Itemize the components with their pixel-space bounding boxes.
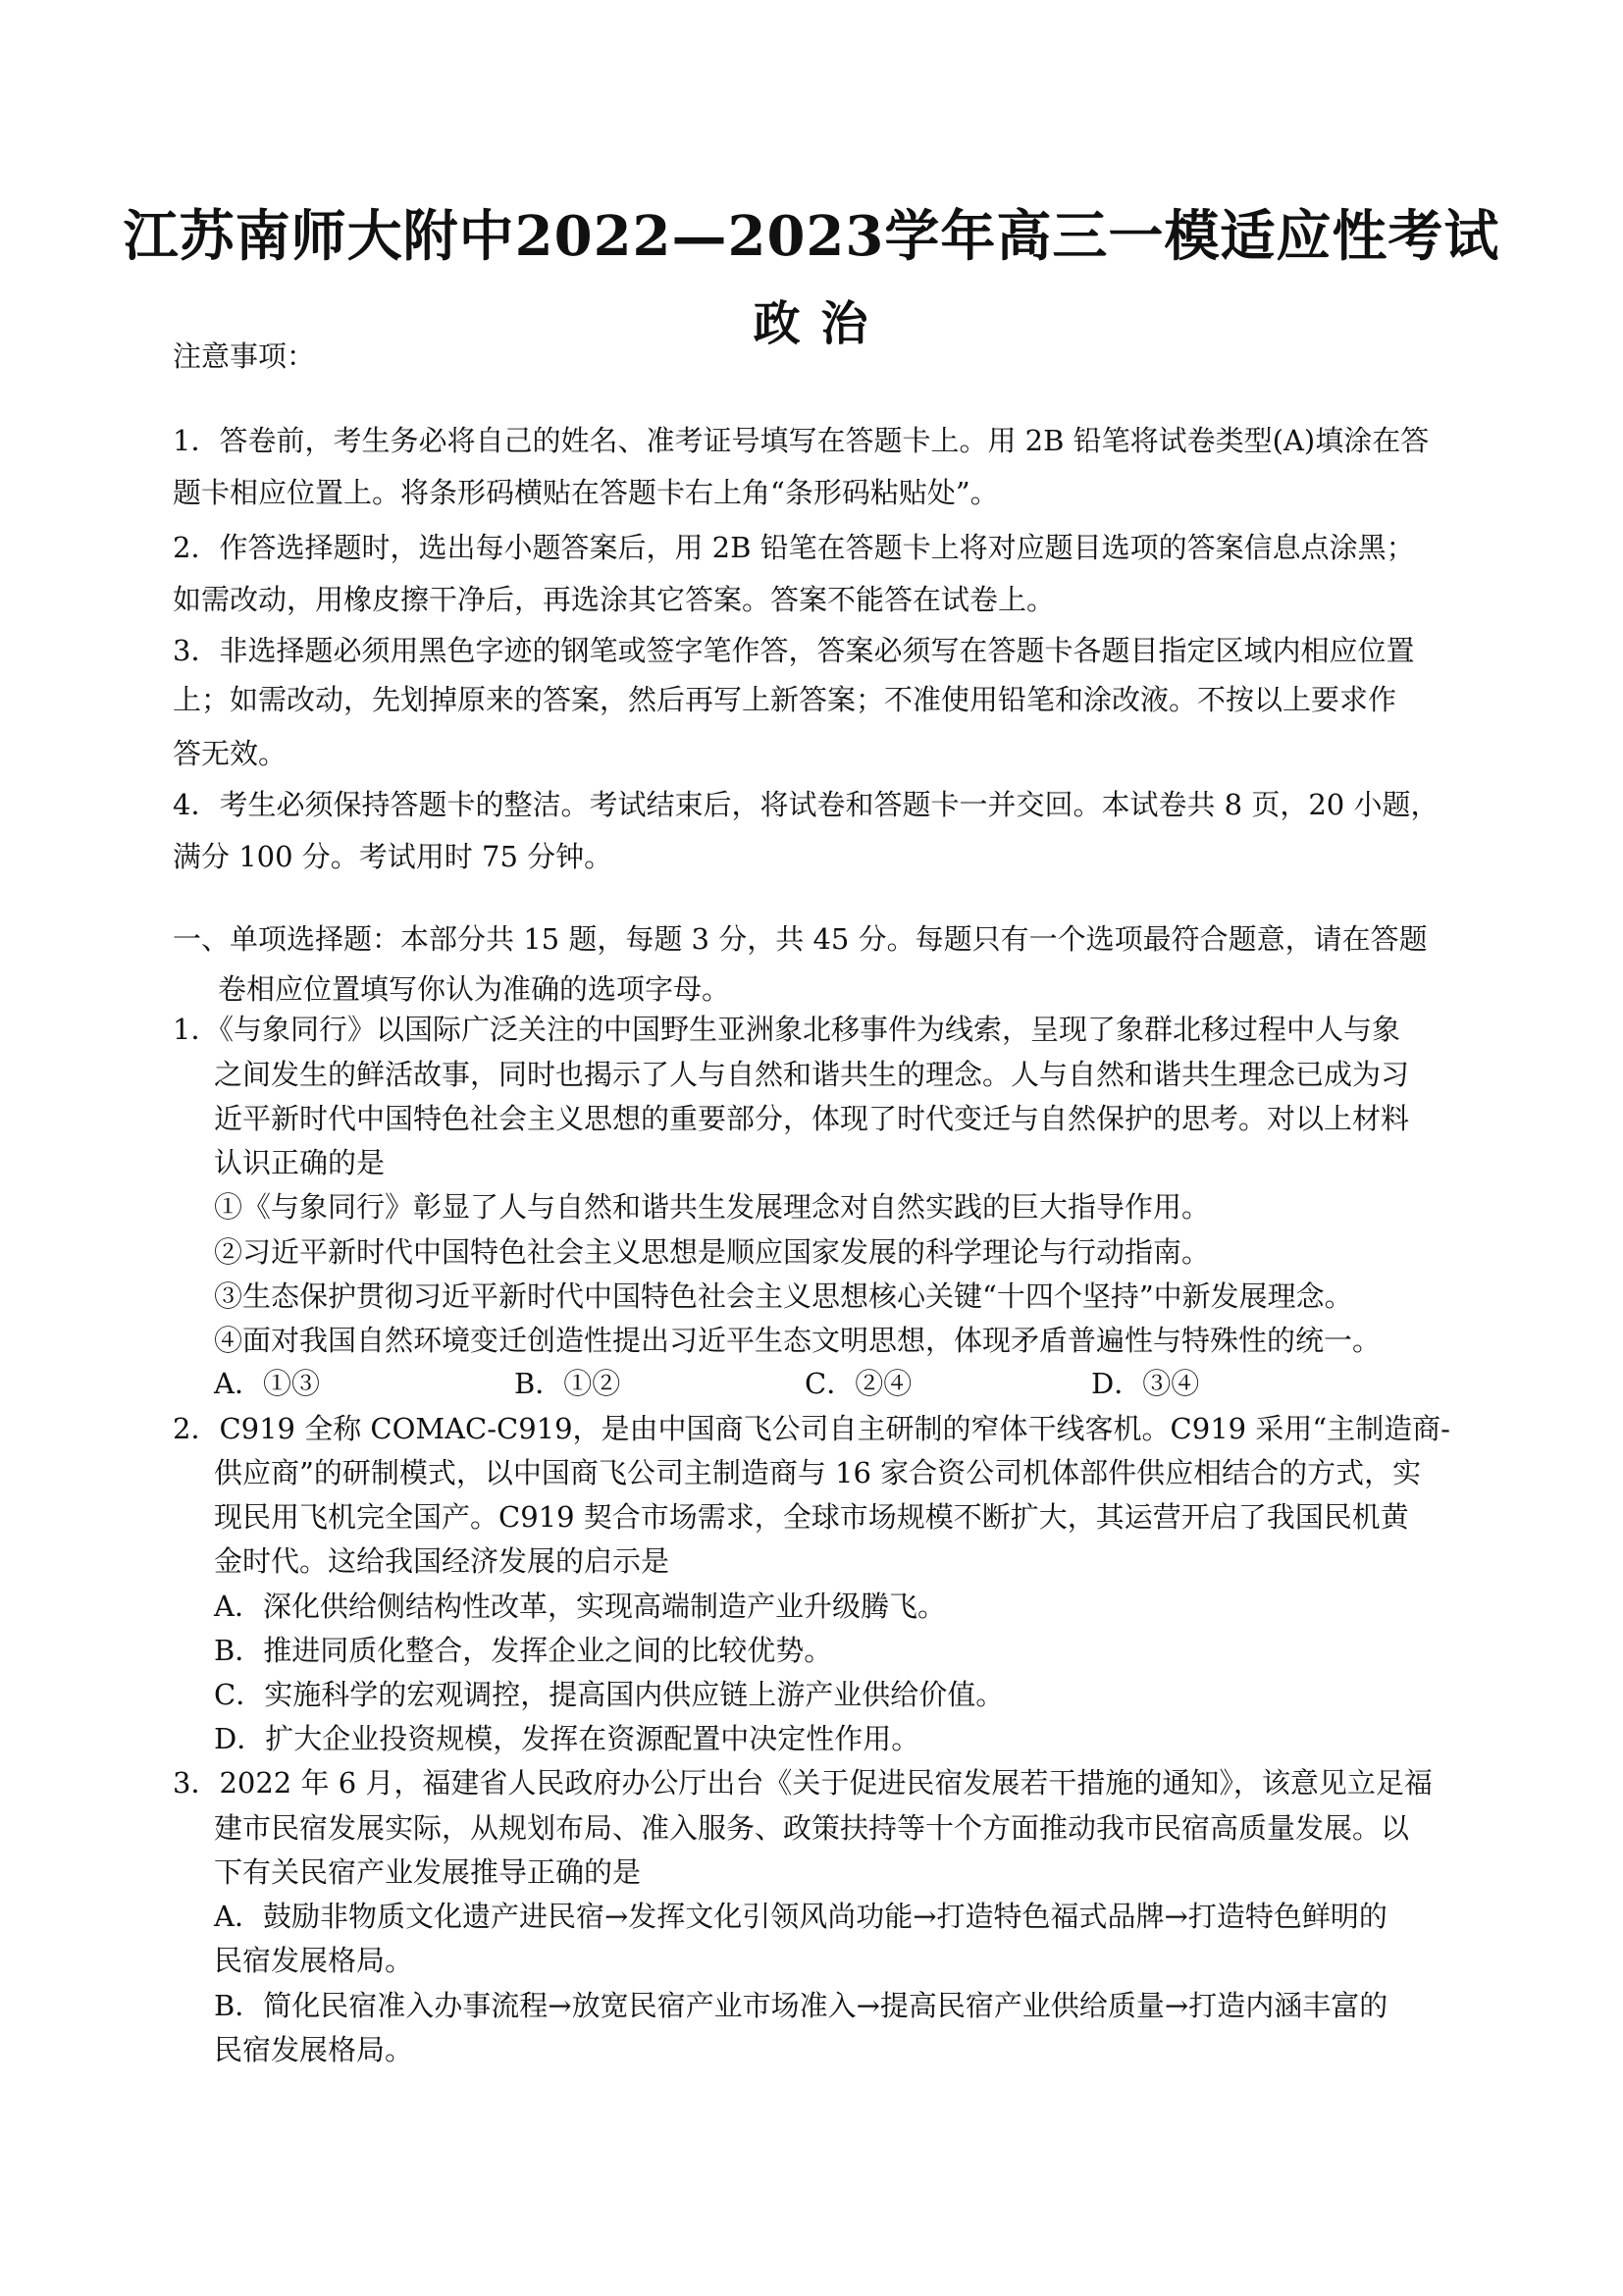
question-2-stem-line: 金时代。这给我国经济发展的启示是 [214,1544,670,1578]
question-2-option-a: A．深化供给侧结构性改革，实现高端制造产业升级腾飞。 [214,1590,946,1623]
notice-line: 2．作答选择题时，选出每小题答案后，用 2B 铅笔在答题卡上将对应题目选项的答案信息点涂黑； [173,531,1415,564]
question-2-option-b: B．推进同质化整合，发挥企业之间的比较优势。 [214,1634,833,1667]
question-3-stem: 3．2022 年 6 月，福建省人民政府办公厅出台《关于促进民宿发展若干措施的通知》，该意见立足福 [173,1766,1433,1800]
question-1-choice-b: B．①② [514,1367,621,1400]
subject-title: 政 治 [753,296,870,351]
question-1-stem-line: 近平新时代中国特色社会主义思想的重要部分，体现了时代变迁与自然保护的思考。对以上材料 [214,1102,1410,1135]
question-2-stem-line: 现民用飞机完全国产。C919 契合市场需求，全球市场规模不断扩大，其运营开启了我国民机黄 [214,1500,1409,1534]
notice-line: 4．考生必须保持答题卡的整洁。考试结束后，将试卷和答题卡一并交回。本试卷共 8 页，20 小题， [173,788,1440,821]
question-1-statement: ①《与象同行》彰显了人与自然和谐共生发展理念对自然实践的巨大指导作用。 [214,1190,1211,1224]
question-1-statement: ③生态保护贯彻习近平新时代中国特色社会主义思想核心关键“十四个坚持”中新发展理念。 [214,1279,1353,1313]
question-1-choice-d: D．③④ [1091,1367,1200,1400]
exam-title: 江苏南师大附中2022—2023学年高三一模适应性考试 [123,204,1500,269]
question-1-stem-line: 之间发生的鲜活故事，同时也揭示了人与自然和谐共生的理念。人与自然和谐共生理念已成为习 [214,1058,1410,1091]
question-1-statement: ④面对我国自然环境变迁创造性提出习近平生态文明思想，体现矛盾普遍性与特殊性的统一。 [214,1324,1382,1357]
notice-line: 1．答卷前，考生务必将自己的姓名、准考证号填写在答题卡上。用 2B 铅笔将试卷类型(A)填涂在答 [173,424,1430,457]
question-1-choice-c: C．②④ [805,1367,913,1400]
notice-heading: 注意事项： [173,339,316,373]
notice-line: 题卡相应位置上。将条形码横贴在答题卡右上角“条形码粘贴处”。 [173,476,999,509]
question-1-statement: ②习近平新时代中国特色社会主义思想是顺应国家发展的科学理论与行动指南。 [214,1235,1211,1269]
notice-line: 满分 100 分。考试用时 75 分钟。 [173,840,613,873]
question-2-option-c: C．实施科学的宏观调控，提高国内供应链上游产业供给价值。 [214,1678,1005,1711]
question-1-stem-line: 认识正确的是 [214,1146,386,1179]
question-2-stem-line: 供应商”的研制模式，以中国商飞公司主制造商与 16 家合资公司机体部件供应相结合的方式，实 [214,1456,1422,1489]
question-3-option-a: A．鼓励非物质文化遗产进民宿→发挥文化引领风尚功能→打造特色福式品牌→打造特色鲜明的 [214,1900,1387,1933]
section-heading: 一、单项选择题：本部分共 15 题，每题 3 分，共 45 分。每题只有一个选项最符合题意，请在答题 [173,922,1428,956]
question-1-stem: 1．《与象同行》以国际广泛关注的中国野生亚洲象北移事件为线索，呈现了象群北移过程中人与象 [173,1013,1400,1046]
question-3-stem-line: 下有关民宿产业发展推导正确的是 [214,1855,642,1889]
question-1-choice-a: A．①③ [214,1367,320,1400]
notice-line: 如需改动，用橡皮擦干净后，再选涂其它答案。答案不能答在试卷上。 [173,583,1056,616]
question-3-option-a-continued: 民宿发展格局。 [214,1944,414,1977]
notice-line: 答无效。 [173,737,288,770]
notice-line: 上；如需改动，先划掉原来的答案，然后再写上新答案；不准使用铅笔和涂改液。不按以上要求作 [173,683,1397,716]
section-heading-continued: 卷相应位置填写你认为准确的选项字母。 [218,972,731,1006]
question-2-option-d: D．扩大企业投资规模，发挥在资源配置中决定性作用。 [214,1722,920,1755]
question-3-option-b: B．简化民宿准入办事流程→放宽民宿产业市场准入→提高民宿产业供给质量→打造内涵丰富的 [214,1989,1388,2022]
notice-line: 3．非选择题必须用黑色字迹的钢笔或签字笔作答，答案必须写在答题卡各题目指定区域内相应位置 [173,634,1415,667]
question-2-stem: 2．C919 全称 COMAC-C919，是由中国商飞公司自主研制的窄体干线客机。C919 采用“主制造商- [173,1412,1450,1445]
question-3-option-b-continued: 民宿发展格局。 [214,2033,414,2066]
question-3-stem-line: 建市民宿发展实际，从规划布局、准入服务、政策扶持等十个方面推动我市民宿高质量发展。以 [214,1811,1410,1845]
